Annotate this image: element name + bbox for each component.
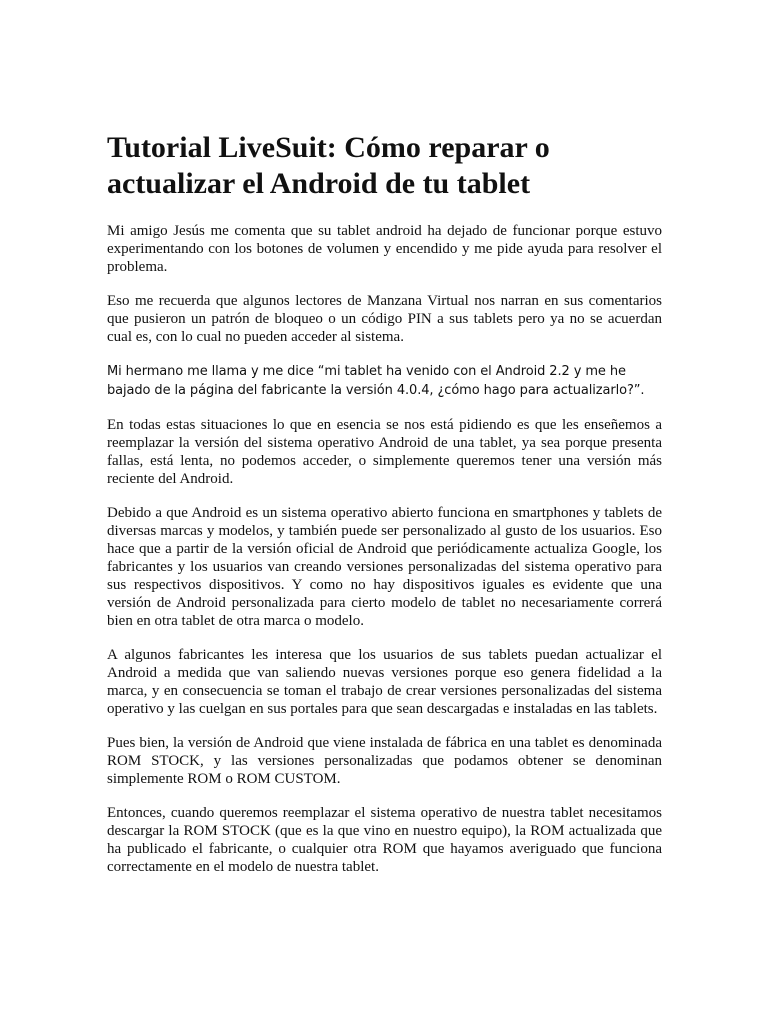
- document-body: [107, 130, 662, 892]
- paragraph-8: Entonces, cuando queremos reemplazar el sistema operativo de nuestra tablet necesitamos descargar la ROM STOCK (que es la que vino en nuestro equipo), la ROM actualizada que ha publicado el fabricante, o cualquier otra ROM que hayamos averiguado que funciona correctamente en el modelo de nuestra tablet.: [107, 805, 662, 875]
- paragraph-4: En todas estas situaciones lo que en esencia se nos está pidiendo es que les enseñemos a reemplazar la versión del sistema operativo Android de una tablet, ya sea porque presenta fallas, está lenta, no podemos acceder, o simplemente queremos tener una versión más reciente del Android.: [107, 417, 662, 487]
- paragraph-6: A algunos fabricantes les interesa que los usuarios de sus tablets puedan actualizar el Android a medida que van saliendo nuevas versiones porque eso genera fidelidad a la marca, y en consecuencia se toman el trabajo de crear versiones personalizadas del sistema operativo y las cuelgan en sus portales para que sean descargadas e instaladas en las tablets.: [107, 647, 662, 717]
- paragraph-5: Debido a que Android es un sistema operativo abierto funciona en smartphones y tablets de diversas marcas y modelos, y también puede ser personalizado al gusto de los usuarios. Eso hace que a partir de la versión oficial de Android que periódicamente actualiza Google, los fabricantes y los usuarios van creando versiones personalizadas del sistema operativo para sus respectivos dispositivos. Y como no hay dispositivos iguales es evidente que una versión de Android personalizada para cierto modelo de tablet no necesariamente correrá bien en otra tablet de otra marca o modelo.: [107, 505, 662, 629]
- paragraph-1: Mi amigo Jesús me comenta que su tablet android ha dejado de funcionar porque estuvo experimentando con los botones de volumen y encendido y me pide ayuda para resolver el problema.: [107, 223, 662, 275]
- paragraph-7: Pues bien, la versión de Android que viene instalada de fábrica en una tablet es denominada ROM STOCK, y las versiones personalizadas que podamos obtener se denominan simplemente ROM o ROM CUSTOM.: [107, 735, 662, 787]
- page-title: Tutorial LiveSuit: Cómo reparar o actualizar el Android de tu tablet: [107, 131, 550, 200]
- paragraph-3-quote: Mi hermano me llama y me dice “mi tablet ha venido con el Android 2.2 y me he bajado de la página del fabricante la versión 4.0.4, ¿cómo hago para actualizarlo?”.: [107, 364, 645, 398]
- paragraph-2: Eso me recuerda que algunos lectores de Manzana Virtual nos narran en sus comentarios que pusieron un patrón de bloqueo o un código PIN a sus tablets pero ya no se acuerdan cual es, con lo cual no pueden acceder al sistema.: [107, 293, 662, 345]
